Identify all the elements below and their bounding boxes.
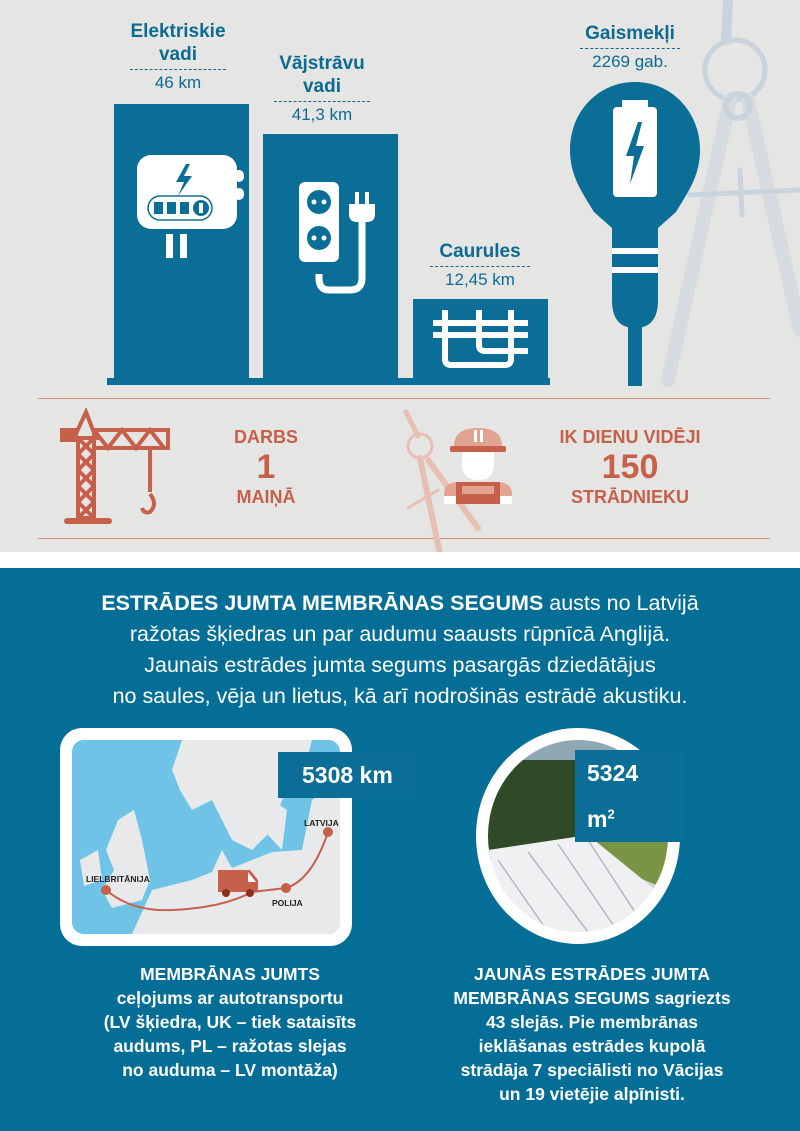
bar-label-pipes [420, 240, 540, 291]
svg-text:LATVIJA: LATVIJA [304, 818, 339, 828]
bar-value: 41,3 km [291, 105, 353, 124]
construction-worker-icon [440, 424, 516, 508]
photo-caption: JAUNĀS ESTRĀDES JUMTA MEMBRĀNAS SEGUMS sagriezts 43 slejās. Pie membrānas ieklāšanas estrādes kupolā strādāja 7 speciālisti no Vācijas un 19 vietējie alpīnisti. [453, 964, 731, 1104]
dashed-divider [274, 101, 370, 102]
lamp-value: 2269 gab. [592, 52, 668, 71]
bar-name: Elektriskie vadi [130, 21, 226, 65]
bar-value: 46 km [154, 73, 202, 92]
bar-pipes [413, 299, 548, 382]
dashed-divider [580, 48, 680, 49]
svg-text:POLIJA: POLIJA [272, 898, 303, 908]
dashed-divider [130, 69, 226, 70]
dashed-divider [430, 266, 530, 267]
lightbulb-battery-icon [568, 80, 702, 386]
workers-stat: IK DIENU VIDĒJI 150 STRĀDNIEKU [559, 427, 701, 507]
shifts-stat: DARBS 1 MAIŅĀ [233, 427, 298, 507]
lamp-label [578, 22, 682, 73]
power-socket-plug-icon [295, 178, 385, 308]
bar-label-low-voltage-wires [262, 52, 382, 126]
map-caption: MEMBRĀNAS JUMTS ceļojums ar autotransportu (LV šķiedra, UK – tiek sataisīts audums, PL – ražotas slejas no auduma – LV montāža) [103, 964, 357, 1080]
bar-electric-wires [114, 104, 249, 382]
pipes-icon [433, 309, 529, 369]
lamp-name: Gaismekļi [585, 23, 675, 44]
distance-badge: 5308 km [278, 752, 416, 798]
bar-name: Vājstrāvu vadi [279, 53, 365, 97]
bar-low-voltage-wires [263, 134, 398, 382]
bar-label-electric-wires [118, 20, 238, 94]
chart-baseline [107, 378, 550, 385]
intro-paragraph: ESTRĀDES JUMTA MEMBRĀNAS SEGUMS austs no Latvijā ražotas šķiedras un par audumu saausts rūpnīcā Anglijā. Jaunais estrādes jumta segums pasargās dziedātājus no saules, vēja un lietus, kā arī nodrošinās estrādē akustiku. [101, 591, 699, 708]
bar-name: Caurules [439, 241, 521, 262]
area-badge: 5324 $m^2$ [575, 750, 685, 842]
electric-meter-icon [134, 152, 244, 262]
infrastructure-section [0, 0, 800, 552]
svg-text:LIELBRITĀNIJA: LIELBRITĀNIJA [86, 874, 150, 884]
tower-crane-icon [56, 408, 172, 526]
section-gap [0, 552, 800, 568]
divider-top [38, 398, 770, 399]
bar-value: 12,45 km [445, 270, 515, 289]
